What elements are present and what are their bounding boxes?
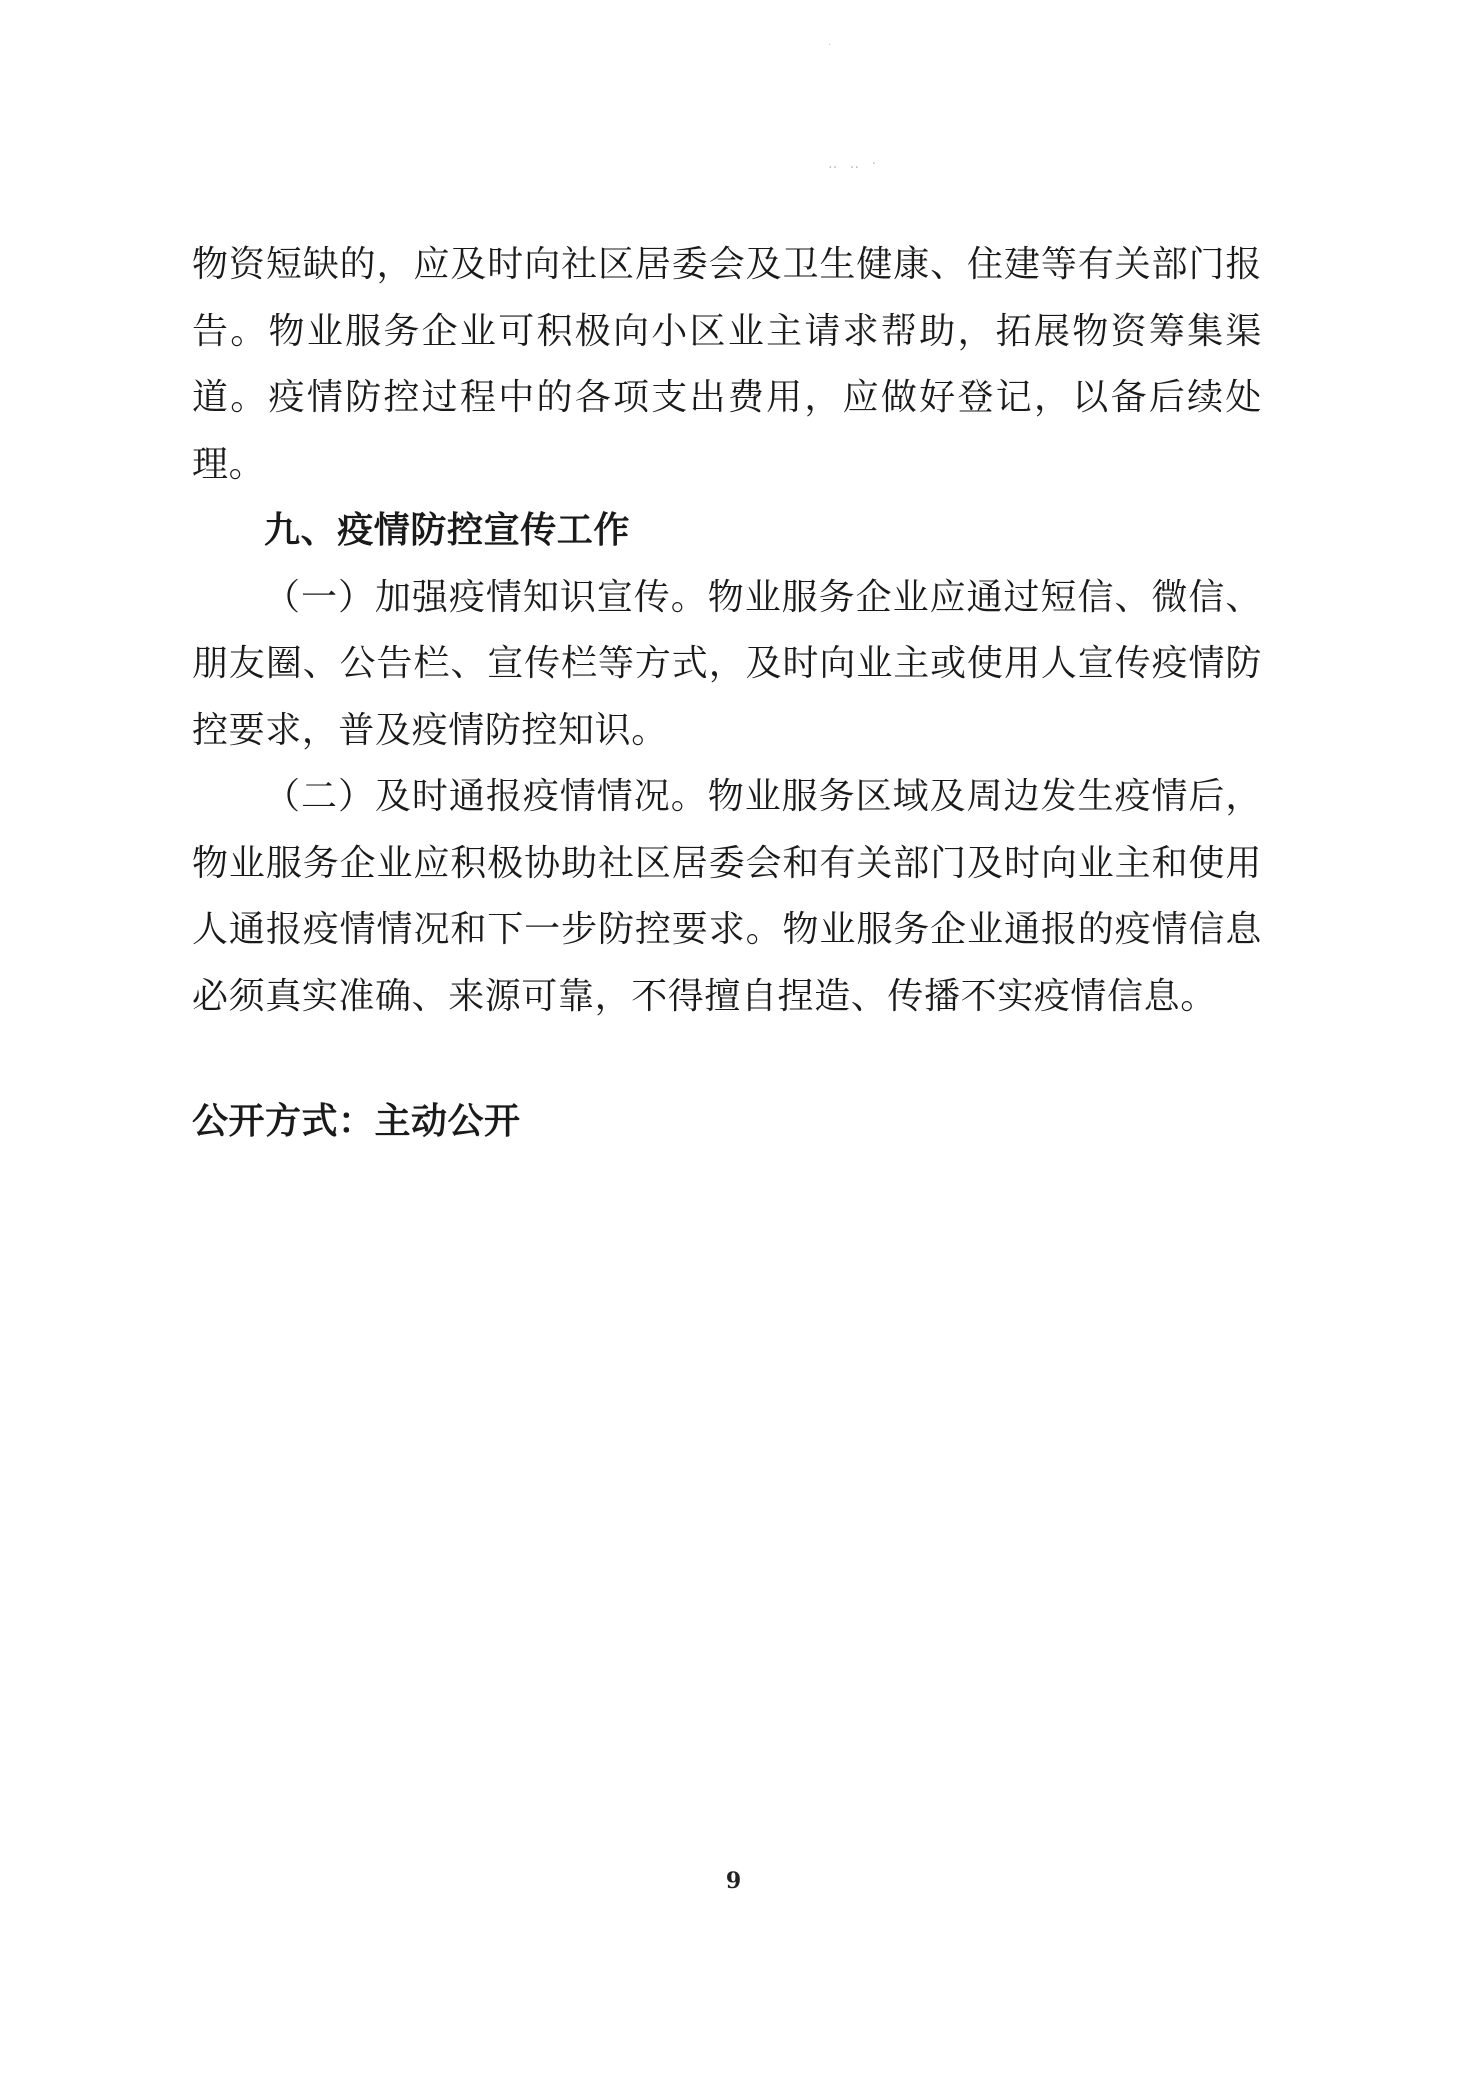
document-body xyxy=(192,232,1262,1030)
page-number: 9 xyxy=(725,1868,742,1894)
paragraph-knowledge-publicity: （一）加强疫情知识宣传。物业服务企业应通过短信、微信、朋友圈、公告栏、宣传栏等方式，及时向业主或使用人宣传疫情防控要求，普及疫情防控知识。 xyxy=(192,576,1262,751)
paragraph-timely-notification: （二）及时通报疫情情况。物业服务区域及周边发生疫情后，物业服务企业应积极协助社区居委会和有关部门及时向业主和使用人通报疫情情况和下一步防控要求。物业服务企业通报的疫情信息必须真实准确、来源可靠，不得擅自捏造、传播不实疫情信息。 xyxy=(192,776,1262,1017)
disclosure-method: 公开方式：主动公开 xyxy=(192,1101,521,1142)
scan-artifact: ‥ ‥ · xyxy=(828,156,881,172)
scan-artifact: · xyxy=(828,40,832,51)
section-heading: 九、疫情防控宣传工作 xyxy=(264,510,631,551)
paragraph-continuation: 物资短缺的，应及时向社区居委会及卫生健康、住建等有关部门报告。物业服务企业可积极向小区业主请求帮助，拓展物资筹集渠道。疫情防控过程中的各项支出费用，应做好登记，以备后续处理。 xyxy=(192,244,1262,485)
